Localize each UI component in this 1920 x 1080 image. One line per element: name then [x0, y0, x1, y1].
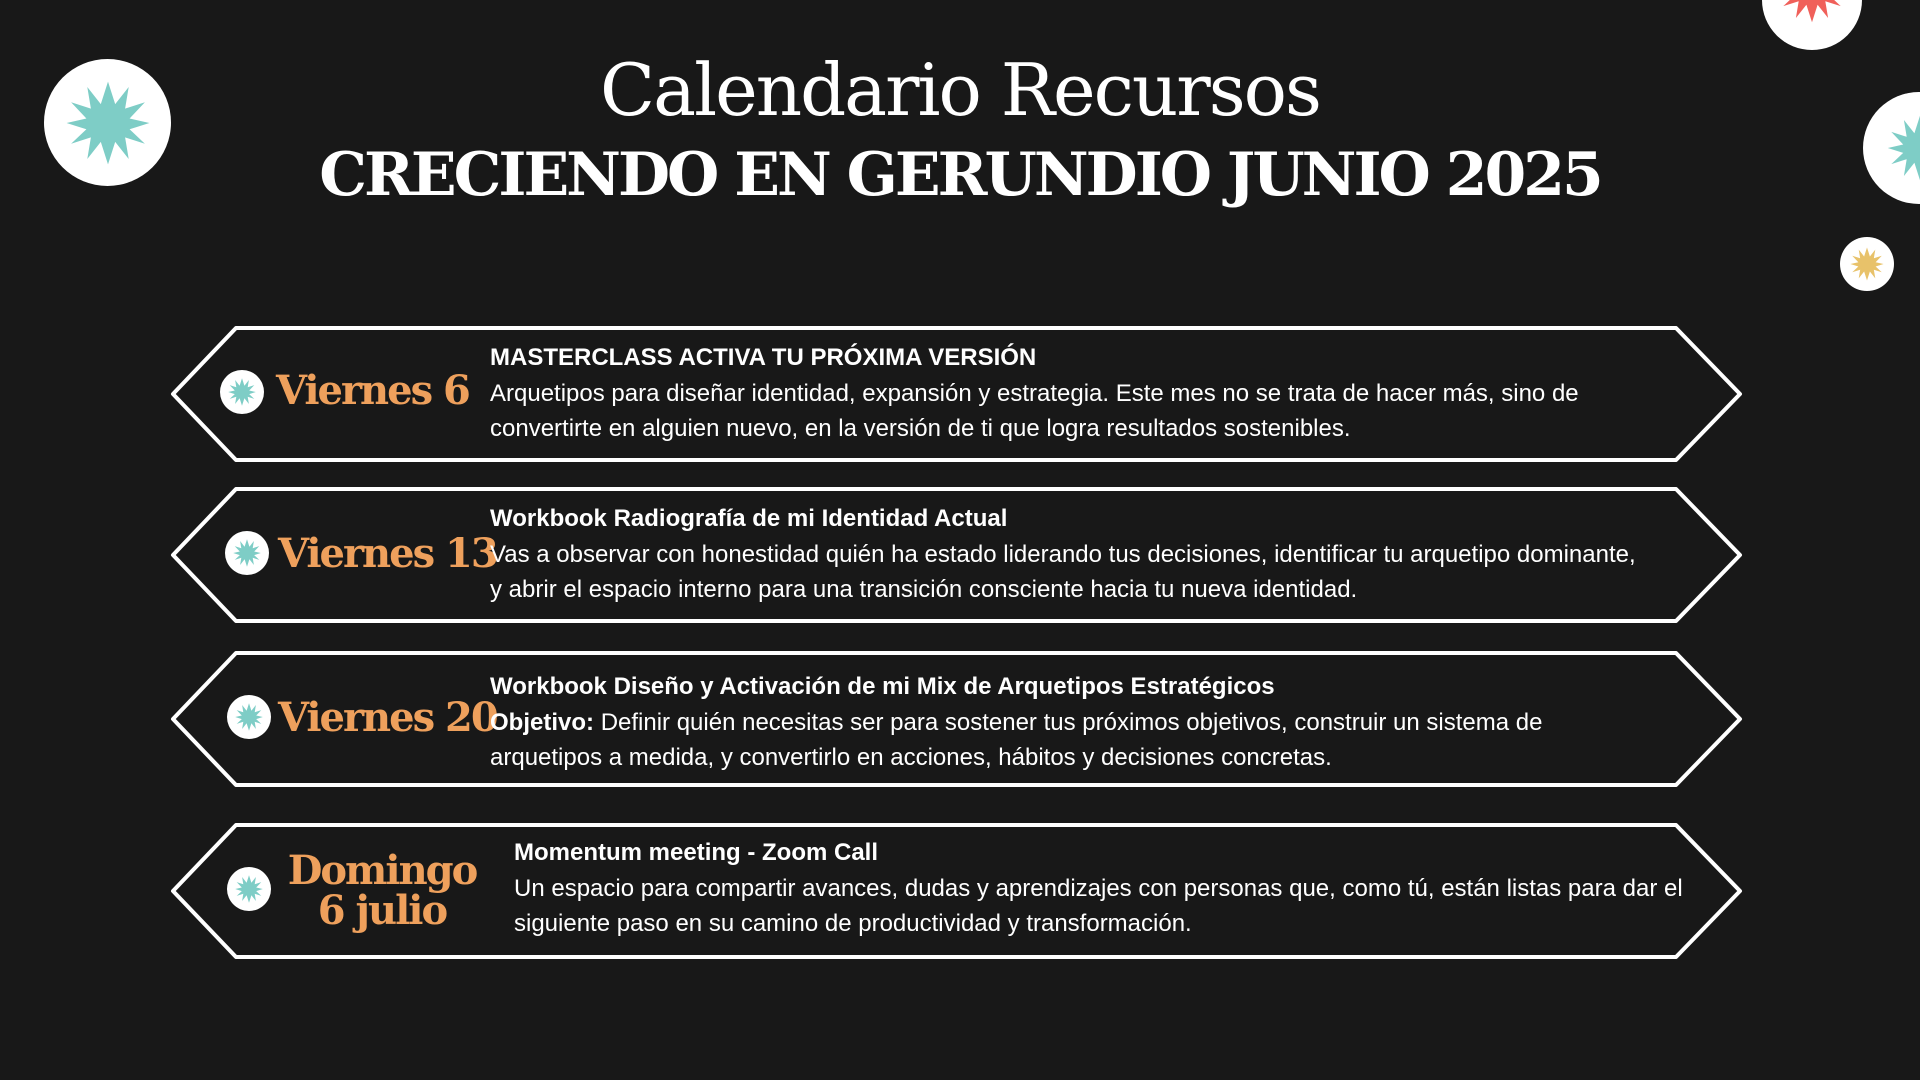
- event-day-label: Viernes 6: [276, 367, 469, 414]
- teal-starburst-icon: [234, 702, 264, 732]
- event-card-viernes-20: [170, 651, 1744, 787]
- event-card-viernes-6: [170, 326, 1744, 462]
- event-description: [490, 705, 1650, 775]
- teal-starburst-icon: [234, 874, 264, 904]
- event-day-line-1: Domingo: [287, 847, 477, 894]
- event-description: Arquetipos para diseñar identidad, expansión y estrategia. Este mes no se trata de hacer más, sino de convertirte en alguien nuevo, en la versión de ti que logra resultados sostenibles.: [490, 380, 1579, 442]
- gold-starburst-badge: [1840, 237, 1894, 291]
- event-title: MASTERCLASS ACTIVA TU PRÓXIMA VERSIÓN: [490, 344, 1037, 371]
- teal-starburst-icon: [227, 377, 257, 407]
- page-subtitle: CRECIENDO EN GERUNDIO JUNIO 2025: [319, 140, 1601, 210]
- event-bullet-icon: [227, 695, 271, 739]
- coral-starburst-icon: [1777, 0, 1847, 25]
- event-bullet-icon: [220, 370, 264, 414]
- event-description: Vas a observar con honestidad quién ha estado liderando tus decisiones, identificar tu arquetipo dominante, y abrir el espacio interno para una transición consciente hacia tu nueva identidad.: [490, 541, 1636, 603]
- event-title: Momentum meeting - Zoom Call: [514, 839, 879, 866]
- event-description: Un espacio para compartir avances, dudas y aprendizajes con personas que, como tú, están listas para dar el siguiente paso en su camino de productividad y transformación.: [514, 875, 1683, 937]
- event-bullet-icon: [225, 531, 269, 575]
- event-title: Workbook Radiografía de mi Identidad Actual: [490, 505, 1008, 532]
- objective-label: Objetivo:: [490, 709, 595, 736]
- event-title: Workbook Diseño y Activación de mi Mix de Arquetipos Estratégicos: [490, 673, 1275, 700]
- event-day-label: Viernes 13: [278, 530, 497, 577]
- page-title: Calendario Recursos: [600, 48, 1320, 132]
- event-card-domingo-6-julio: [170, 823, 1744, 959]
- event-card-viernes-13: [170, 487, 1744, 623]
- gold-starburst-icon: [1849, 246, 1885, 282]
- event-day-line-2: 6 julio: [317, 887, 447, 934]
- event-bullet-icon: [227, 867, 271, 911]
- event-day-label: Viernes 20: [278, 694, 497, 741]
- coral-starburst-badge: [1762, 0, 1862, 50]
- objective-text: Definir quién necesitas ser para sostener tus próximos objetivos, construir un sistema de arquetipos a medida, y convertirlo en acciones, hábitos y decisiones concretas.: [490, 709, 1543, 771]
- event-day-label: [282, 847, 482, 934]
- teal-starburst-icon: [232, 538, 262, 568]
